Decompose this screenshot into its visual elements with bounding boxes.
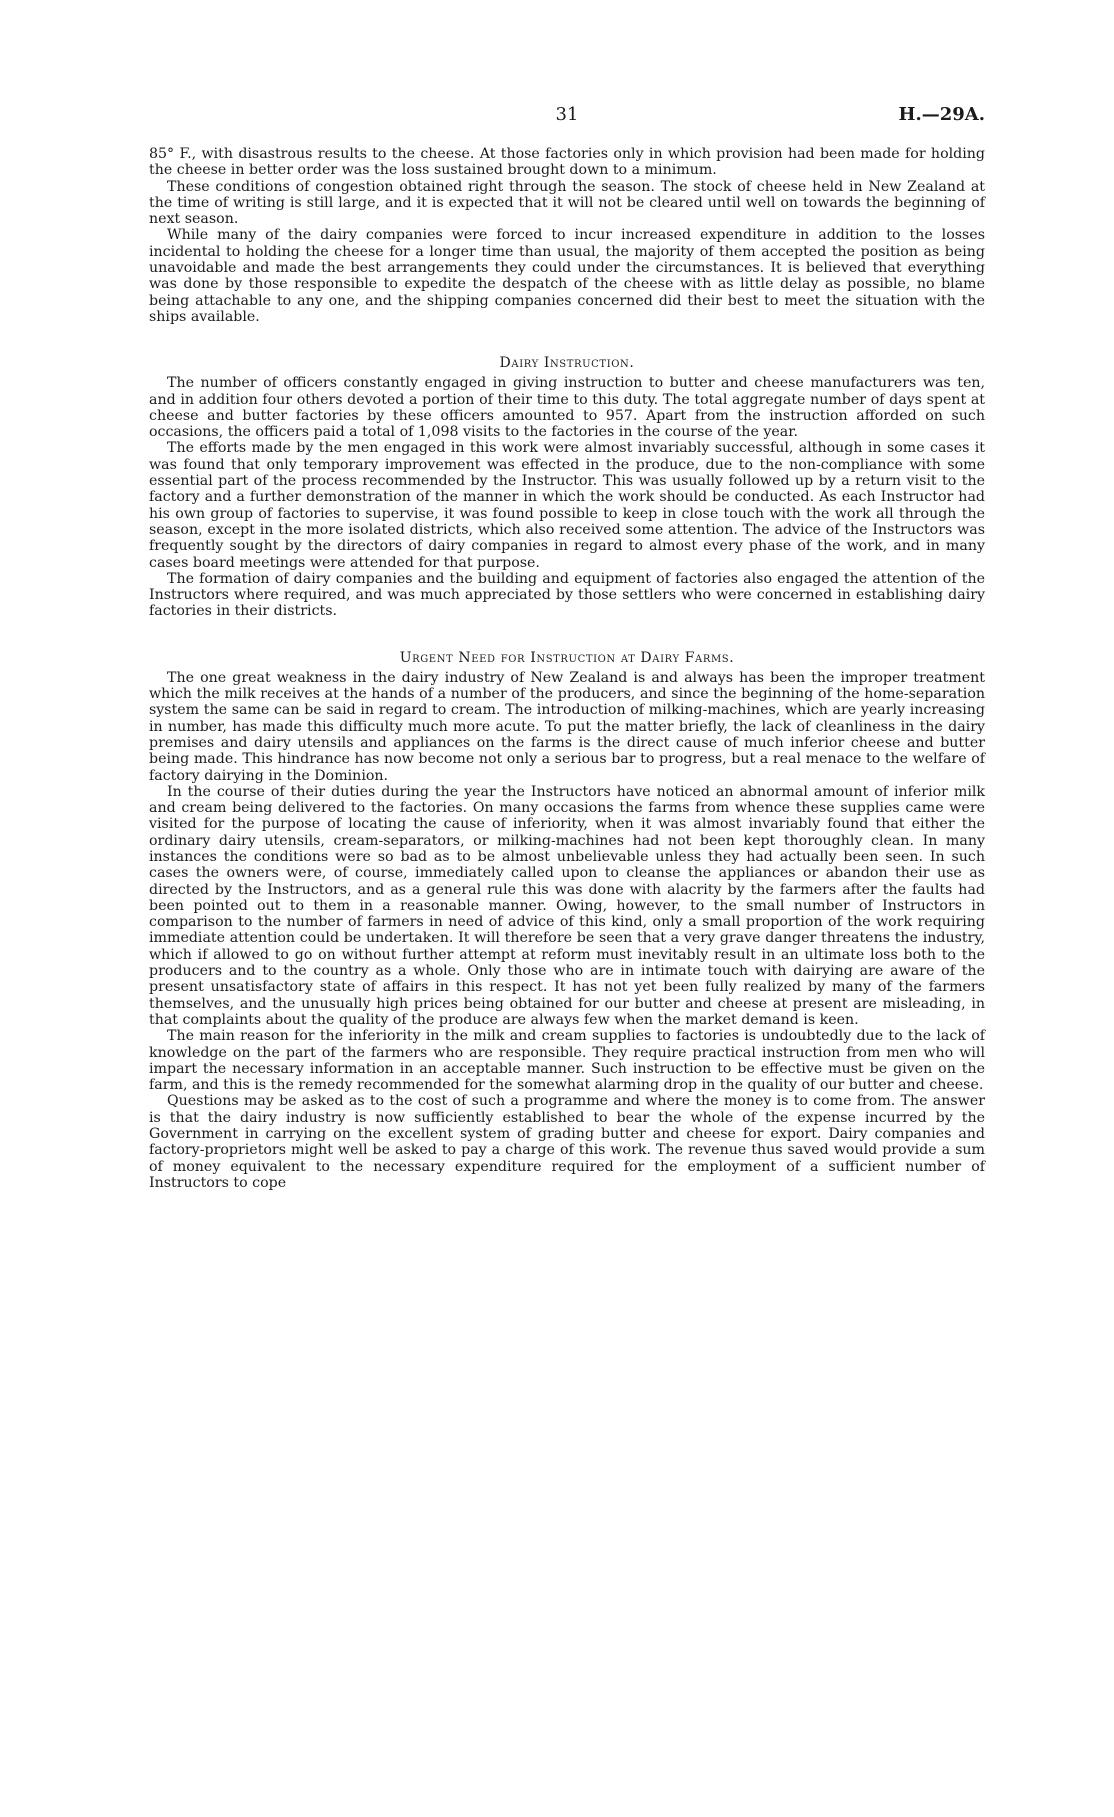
page-number: 31 — [555, 104, 579, 125]
paragraph: 85° F., with disastrous results to the cheese. At those factories only in which provision had been made for holding the cheese in better order was the loss sustained brought down to a minimum. — [149, 146, 985, 179]
page-header — [149, 104, 985, 134]
paragraph: While many of the dairy companies were forced to incur increased expenditure in addition to the losses incidental to holding the cheese for a longer time than usual, the majority of them accepted the position as being unavoidable and made the best arrangements they could under the circumstances. It is believed that everything was done by those responsible to expedite the despatch of the cheese with as little delay as possible, no blame being attachable to any one, and the shipping companies concerned did their best to meet the situation with the ships available. — [149, 227, 985, 325]
urgent-need-section — [149, 650, 985, 1192]
document-page — [149, 104, 985, 1191]
paragraph: The main reason for the inferiority in the milk and cream supplies to factories is undoubtedly due to the lack of knowledge on the part of the farmers who are responsible. They require practical instruction from men who will impart the necessary information in an acceptable manner. Such instruction to be effective must be given on the farm, and this is the remedy recommended for the somewhat alarming drop in the quality of our butter and cheese. — [149, 1028, 985, 1094]
paragraph: The formation of dairy companies and the building and equipment of factories also engaged the attention of the Instructors where required, and was much appreciated by those settlers who were concerned in establishing dairy factories in their districts. — [149, 570, 985, 620]
paragraph: The efforts made by the men engaged in this work were almost invariably successful, although in some cases it was found that only temporary improvement was effected in the produce, due to the non-compliance with some essential part of the process recommended by the Instructor. This was usually followed up by a return visit to the factory and a further demonstration of the manner in which the work should be conducted. As each Instructor had his own group of factories to supervise, it was found possible to keep in close touch with the work all through the season, except in the more isolated districts, which also received some attention. The advice of the Instructors was frequently sought by the directors of dairy companies in regard to almost every phase of the work, and in many cases board meetings were attended for that purpose. — [149, 440, 985, 571]
paragraph: These conditions of congestion obtained right through the season. The stock of cheese held in New Zealand at the time of writing is still large, and it is expected that it will not be cleared until well on towards the beginning of next season. — [149, 178, 985, 228]
section-heading: Urgent Need for Instruction at Dairy Farms. — [399, 649, 735, 666]
paragraph: The one great weakness in the dairy industry of New Zealand is and always has been the improper treatment which the milk receives at the hands of a number of the producers, and since the beginning of the home-separation system the same can be said in regard to cream. The introduction of milking-machines, which are yearly increasing in number, has made this difficulty much more acute. To put the matter briefly, the lack of cleanliness in the dairy premises and dairy utensils and appliances on the farms is the direct cause of much inferior cheese and butter being made. This hindrance has now become not only a serious bar to progress, but a real menace to the welfare of factory dairying in the Dominion. — [149, 669, 985, 784]
paragraph: Questions may be asked as to the cost of such a programme and where the money is to come from. The answer is that the dairy industry is now sufficiently established to bear the whole of the expense incurred by the Government in carrying on the excellent system of grading butter and cheese for export. Dairy companies and factory-proprietors might well be asked to pay a charge of this work. The revenue thus saved would provide a sum of money equivalent to the necessary expenditure required for the employment of a sufficient number of Instructors to cope — [149, 1093, 985, 1191]
dairy-instruction-section — [149, 355, 985, 619]
section-heading: Dairy Instruction. — [499, 355, 635, 372]
paragraph: In the course of their duties during the year the Instructors have noticed an abnormal amount of inferior milk and cream being delivered to the factories. On many occasions the farms from whence these supplies came were visited for the purpose of locating the cause of inferiority, when it was almost invariably found that either the ordinary dairy utensils, cream-separators, or milking-machines had not been kept thoroughly clean. In many instances the conditions were so bad as to be almost unbelievable unless they had actually been seen. In such cases the owners were, of course, immediately called upon to cleanse the appliances or abandon their use as directed by the Instructors, and as a general rule this was done with alacrity by the farmers after the faults had been pointed out to them in a reasonable manner. Owing, however, to the small number of Instructors in comparison to the number of farmers in need of advice of this kind, only a small proportion of the work requiring immediate attention could be undertaken. It will therefore be seen that a very grave danger threatens the industry, which if allowed to go on without further attempt at reform must inevitably result in an ultimate loss both to the producers and to the country as a whole. Only those who are in intimate touch with dairying are aware of the present unsatisfactory state of affairs in this respect. It has not yet been fully realized by many of the farmers themselves, and the unusually high prices being obtained for our butter and cheese at present are misleading, in that complaints about the quality of the produce are always few when the market demand is keen. — [149, 783, 985, 1028]
document-reference: H.—29A. — [898, 104, 985, 125]
paragraph: The number of officers constantly engaged in giving instruction to butter and cheese manufacturers was ten, and in addition four others devoted a portion of their time to this duty. The total aggregate number of days spent at cheese and butter factories by these officers amounted to 957. Apart from the instruction afforded on such occasions, the officers paid a total of 1,098 visits to the factories in the course of the year. — [149, 375, 985, 441]
intro-section — [149, 146, 985, 325]
